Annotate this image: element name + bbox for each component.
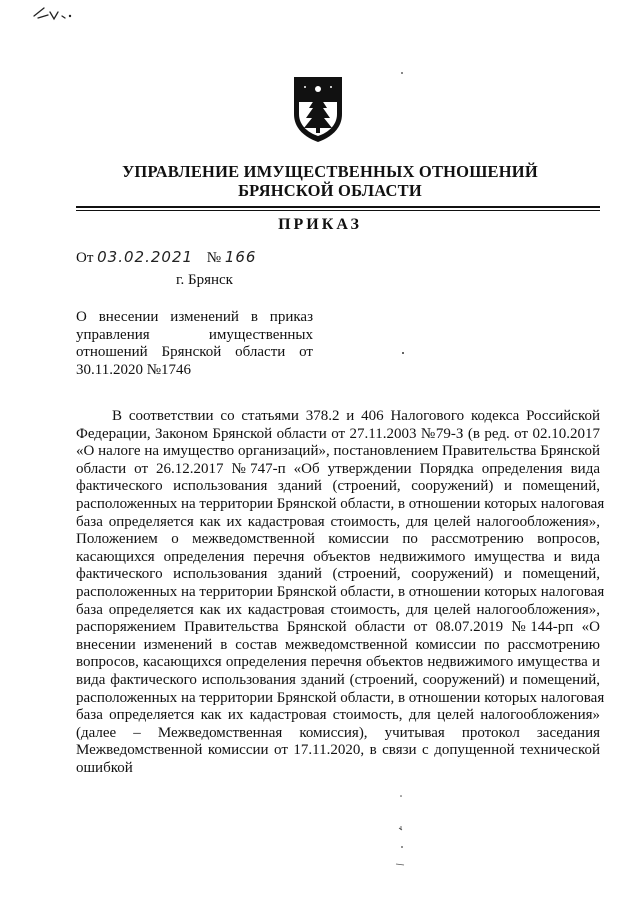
order-body — [76, 408, 605, 777]
body-line: вопросов, касающихся определения перечня объектов недвижимого имущества и — [76, 654, 600, 671]
subject-line: управления имущественных — [76, 326, 313, 343]
body-line: ошибкой — [76, 759, 133, 776]
body-line: Положением о межведомственной комиссии по рассмотрению вопросов, — [76, 531, 600, 548]
body-line: расположенных на территории Брянской области, в отношении которых налоговая — [76, 495, 605, 512]
bryansk-coat-of-arms-icon — [291, 74, 345, 144]
subject-line: О внесении изменений в приказ — [76, 309, 313, 325]
number-prefix: № — [206, 250, 222, 266]
body-line: фактического использования зданий (строений, сооружений) и помещений, — [76, 478, 600, 495]
organization-name-line-2: БРЯНСКОЙ ОБЛАСТИ — [238, 181, 422, 200]
body-line: расположенных на территории Брянской области, в отношении которых налоговая — [76, 689, 605, 706]
body-line: распоряжением Правительства Брянской области от 08.07.2019 №144-рп «О — [76, 619, 600, 636]
body-line: база определяется как их кадастровая стоимость, для целей налогообложения», — [76, 513, 600, 530]
body-line: база определяется как их кадастровая стоимость, для целей налогообложения» — [76, 707, 600, 724]
date-prefix: От — [76, 250, 94, 266]
date-number-line — [76, 248, 256, 267]
body-line: вида фактического использования зданий (строений, сооружений) и помещений, — [76, 671, 600, 688]
body-line: фактического использования зданий (строений, сооружений) и помещений, — [76, 566, 600, 583]
body-line: «О налоге на имущество организаций», постановлением Правительства Брянской — [76, 443, 600, 460]
body-line: области от 26.12.2017 №747-п «Об утверждении Порядка определения вида — [76, 460, 600, 477]
city: г. Брянск — [176, 272, 233, 288]
handwritten-mark-icon — [30, 4, 80, 28]
body-line: расположенных на территории Брянской области, в отношении которых налоговая — [76, 583, 605, 600]
body-line: В соответствии со статьями 378.2 и 406 Налогового кодекса Российской — [112, 408, 600, 424]
handwritten-date: 03.02.2021 — [97, 248, 194, 266]
body-line: Межведомственной комиссии от 17.11.2020, в связи с допущенной технической — [76, 742, 600, 759]
body-line: Федерации, Законом Брянской области от 27.11.2003 №79-З (в ред. от 02.10.2017 — [76, 425, 600, 442]
subject-line: отношений Брянской области от — [76, 344, 313, 360]
subject-line: 30.11.2020 №1746 — [76, 361, 192, 378]
body-line: (далее – Межведомственная комиссия), учитывая протокол заседания — [76, 724, 600, 741]
body-line: база определяется как их кадастровая стоимость, для целей налогообложения», — [76, 601, 600, 618]
body-line: касающихся определения перечня объектов недвижимого имущества и вида — [76, 548, 600, 565]
document-title: ПРИКАЗ — [278, 216, 362, 233]
header-divider-thick — [76, 206, 600, 208]
order-subject — [76, 309, 313, 379]
body-line: внесении изменений в состав межведомственной комиссии по рассмотрению — [76, 636, 600, 653]
organization-name-line-1: УПРАВЛЕНИЕ ИМУЩЕСТВЕННЫХ ОТНОШЕНИЙ — [122, 162, 538, 181]
handwritten-number: 166 — [224, 248, 257, 266]
header-divider-thin — [76, 210, 600, 211]
